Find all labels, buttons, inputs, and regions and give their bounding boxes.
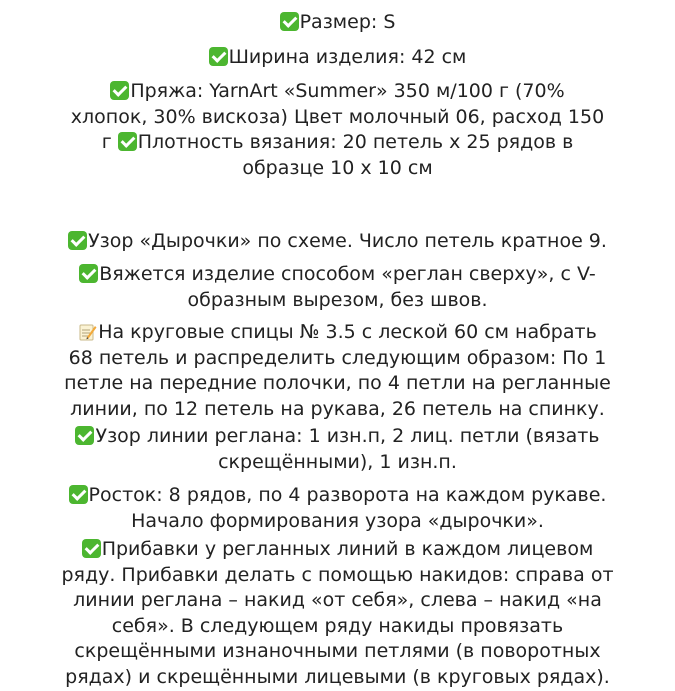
rostok-paragraph: Росток: 8 рядов, по 4 разворота на каждом рукаве. Начало формирования узора «дырочки».	[0, 483, 675, 534]
increases-paragraph: Прибавки у регланных линий в каждом лицевом ряду. Прибавки делать с помощью накидов: справа от линии реглана – накид «от себя», слева – накид «на себя». В следующем ряду накиды провязать скрещёнными изнаночными петлями (в поворотных рядах) и скрещёнными лицевыми (в круговых рядах).	[61, 538, 614, 688]
size-line: Размер: S	[0, 10, 675, 36]
check-mark-icon	[110, 81, 129, 100]
check-mark-icon	[118, 132, 137, 151]
method-paragraph: Вяжется изделие способом «реглан сверху», с V- образным вырезом, без швов.	[0, 262, 675, 313]
yarn-paragraph: Пряжа: YarnArt «Summer» 350 м/100 г (70% хлопок, 30% вискоза) Цвет молочный 06, расход 150 г Плотность вязания: 20 петель х 25 рядов в образце 10 х 10 см	[70, 80, 605, 179]
check-mark-icon	[68, 231, 87, 250]
raglan-paragraph: Узор линии реглана: 1 изн.п, 2 лиц. петли (вязать скрещёнными), 1 изн.п.	[0, 424, 675, 475]
caston-paragraph: На круговые спицы № 3.5 с леской 60 см набрать 68 петель и распределить следующим образом: По 1 петле на передние полочки, по 4 петли на регланные линии, по 12 петель на рукава, 26 петель на спинку.	[64, 321, 611, 420]
check-mark-icon	[82, 539, 101, 558]
width-line: Ширина изделия: 42 см	[0, 45, 675, 71]
memo-icon	[78, 322, 97, 341]
check-mark-icon	[79, 264, 98, 283]
check-mark-icon	[280, 12, 299, 31]
pattern-line: Узор «Дырочки» по схеме. Число петель кратное 9.	[0, 229, 675, 255]
check-mark-icon	[75, 426, 94, 445]
check-mark-icon	[209, 47, 228, 66]
check-mark-icon	[69, 485, 88, 504]
